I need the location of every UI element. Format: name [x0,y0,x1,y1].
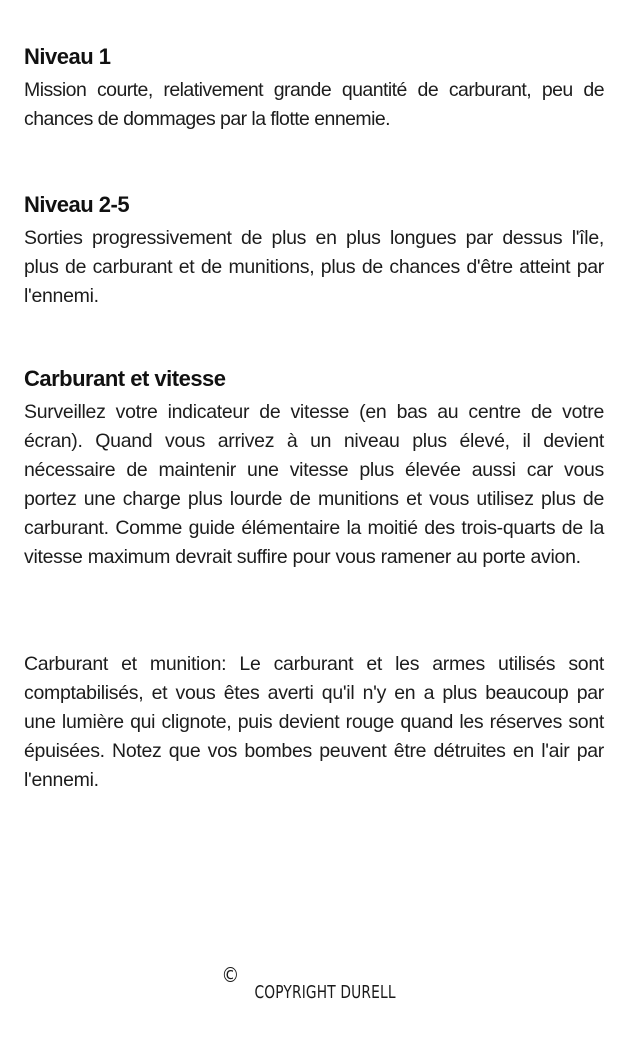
section-paragraph: Mission courte, relativement grande quantité de carburant, peu de chances de dommages par la flotte ennemie. [24,79,604,130]
section-niveau-1 [24,44,604,134]
section-heading: Carburant et vitesse [24,366,226,391]
section-paragraph: Carburant et munition: Le carburant et les armes utilisés sont comptabilisés, et vous êtes averti qu'il n'y en a plus beaucoup par une lumière qui clignote, puis devient rouge quand les réserves sont épuisées. Notez que vos bombes peuvent être détruites en l'air par l'ennemi. [24,653,604,791]
copyright-icon: © [221,963,240,987]
section-heading: Niveau 1 [24,44,111,69]
copyright-footer [0,963,629,1003]
section-paragraph: Sorties progressivement de plus en plus longues par dessus l'île, plus de carburant et de munitions, plus de chances d'être atteint par l'ennemi. [24,227,604,307]
section-carburant-et-vitesse [24,366,604,572]
section-carburant-et-munition [24,650,604,795]
copyright-text: COPYRIGHT DURELL [253,982,396,1003]
section-niveau-2-5 [24,192,604,311]
section-paragraph: Surveillez votre indicateur de vitesse (en bas au centre de votre écran). Quand vous arrivez à un niveau plus élevé, il devient nécessaire de maintenir une vitesse plus élevée aussi car vous portez une charge plus lourde de munitions et vous utilisez plus de carburant. Comme guide élémentaire la moitié des trois-quarts de la vitesse maximum devrait suffire pour vous ramener au porte avion. [24,401,604,568]
section-heading: Niveau 2-5 [24,192,130,217]
